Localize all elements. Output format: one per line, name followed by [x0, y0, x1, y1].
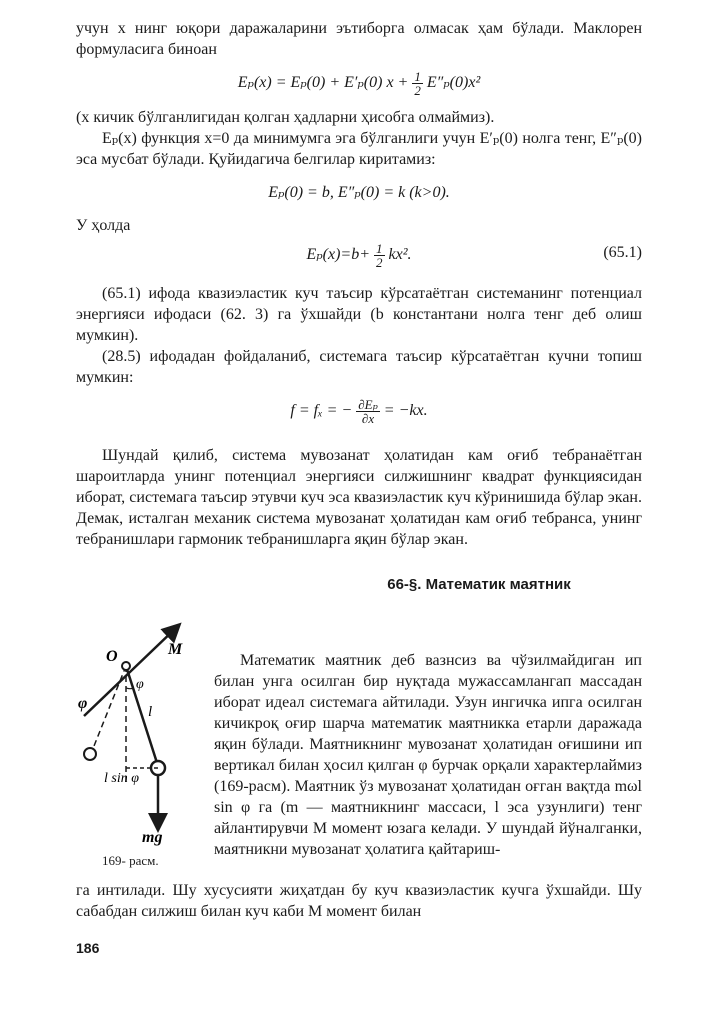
string-dashed-left [92, 666, 126, 751]
equation-number: (65.1) [603, 244, 642, 261]
formula-4-den: ∂x [361, 411, 375, 426]
formula-1-left: Eₚ(x) = Eₚ(0) + E′ₚ(0) x + [237, 74, 409, 92]
label-lsin: l sin φ [104, 771, 139, 786]
formula-3-fraction [374, 242, 385, 269]
formula-1-den: 2 [414, 83, 421, 98]
pendulum-figure [76, 616, 226, 866]
formula-3-num: 1 [376, 241, 383, 256]
formula-4-fraction [356, 398, 380, 425]
formula-4-right: = −kx. [383, 402, 428, 420]
page-number: 186 [76, 940, 100, 956]
formula-2: Eₚ(0) = b, E″ₚ(0) = k (k>0). [268, 184, 450, 201]
pivot-point [122, 662, 130, 670]
formula-force [76, 398, 642, 425]
paragraph-9: га интилади. Шу хусусияти жиҳатдан бу куч квазиэластик кучга ўхшайди. Шу сабабдан силжиш билан куч каби M момент билан [76, 882, 642, 920]
formula-4-num: ∂Eₚ [358, 397, 378, 412]
paragraph-1: учун x нинг юқори даражаларини эътиборга олмасак ҳам бўлади. Маклорен формуласига биноан [76, 20, 642, 58]
formula-3-left: Eₚ(x)=b+ [306, 246, 371, 264]
formula-1-fraction [412, 70, 423, 97]
formula-3-den: 2 [376, 255, 383, 270]
pendulum-bob-left [84, 748, 96, 760]
label-M: M [168, 641, 183, 658]
paragraph-3: Eₚ(x) функция x=0 да минимумга эга бўлганлиги учун E′ₚ(0) нолга тенг, E″ₚ(0) эса мусбат бўлади. Қуйидагича белгилар киритамиз: [76, 130, 642, 168]
page-body [76, 18, 642, 605]
paragraph-7: Шундай қилиб, система мувозанат ҳолатидан кам оғиб тебранаётган шароитларда унинг потенциал энергияси силжишнинг квадрат функциясидан иборат, системага таъсир этувчи куч эса квазиэластик куч кўринишида бўлар экан. Демак, исталган механик система мувозанат ҳолатидан кам оғиб тебранса, унинг тебранишлари гармоник тебранишларга яқин бўлар экан. [76, 447, 642, 548]
formula-maclaurin [76, 70, 642, 97]
label-O: O [106, 648, 118, 665]
label-mg: mg [142, 829, 163, 846]
label-l: l [148, 704, 153, 720]
formula-3-row [76, 242, 642, 269]
moment-arrow [84, 626, 178, 716]
paragraph-2: (x кичик бўлганлигидан қолган ҳадларни ҳисобга олмаймиз). [76, 109, 495, 126]
paragraph-8: Математик маятник деб вазнсиз ва чўзилмайдиган ип билан унга осилган бир нуқтада мужассамлангап массадан иборат идеал системага айтилади. Узун ингичка ипга осилган кичикроқ оғир шарча математик маятникка етарли даражада яқин бўлади. Маятникнинг мувозанат ҳолатидан оғишини ип вертикал билан ҳосил қилган φ бурчак орқали характерлаймиз (169-расм). Маятник ўз мувозанат ҳолатидан оғган вақтда mωl sin φ га (m — маятникнинг массаси, l эса узунлиги) тенг айлантирувчи M момент юзага келади. У шундай йўналганки, маятникни мувозанат ҳолатига қайтариш- [214, 652, 642, 858]
figure-caption: 169- расм. [102, 853, 159, 868]
bottom-text [76, 880, 642, 922]
label-phi-left: φ [78, 695, 88, 712]
formula-1-right: E″ₚ(0)x² [426, 74, 481, 92]
section-title: 66-§. Математик маятник [387, 576, 571, 593]
paragraph-6: (28.5) ифодадан фойдаланиб, системага таъсир кўрсатаётган кучни топиш мумкин: [76, 348, 642, 386]
formula-1-num: 1 [414, 69, 421, 84]
label-phi-angle: φ [136, 677, 144, 692]
paragraph-4: У ҳолда [76, 217, 131, 234]
formula-3-right: kx². [388, 246, 412, 264]
paragraph-5: (65.1) ифода квазиэластик куч таъсир кўрсатаётган системанинг потенциал энергияси ифодаси (62. 3) га ўхшайди (b константани нолга тенг деб олиш мумкин). [76, 285, 642, 344]
pendulum-diagram [76, 616, 226, 866]
section-text [214, 650, 642, 860]
formula-4-left: f = fₓ = − [290, 402, 353, 420]
